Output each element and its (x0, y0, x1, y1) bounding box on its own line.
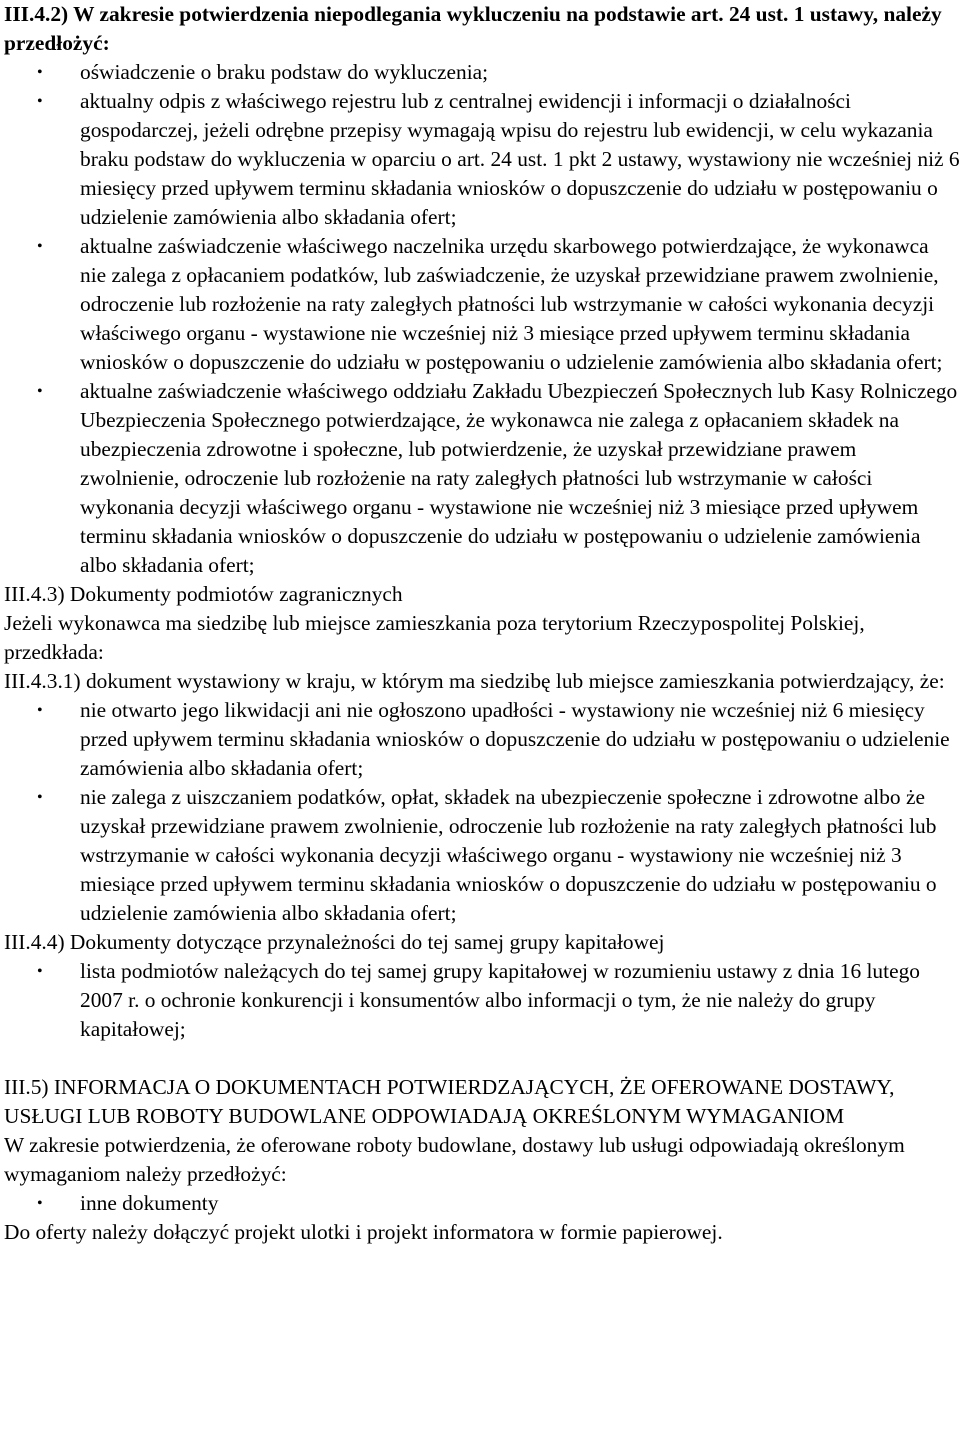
list-item: • lista podmiotów należących do tej samej grupy kapitałowej w rozumieniu ustawy z dnia 16 lutego 2007 r. o ochronie konkurencji i konsumentów albo informacji o tym, że nie należy do grupy kapitałowej; (37, 959, 920, 1041)
list-iii-4-2 (4, 58, 960, 580)
section-heading-iii-5: III.5) INFORMACJA O DOKUMENTACH POTWIERDZAJĄCYCH, ŻE OFEROWANE DOSTAWY, USŁUGI LUB ROBOTY BUDOWLANE ODPOWIADAJĄ OKREŚLONYM WYMAGANIOM (4, 1075, 895, 1128)
bullet-icon: • (37, 963, 43, 980)
list-item: • aktualne zaświadczenie właściwego naczelnika urzędu skarbowego potwierdzające, że wykonawca nie zalega z opłacaniem podatków, lub zaświadczenie, że uzyskał przewidziane prawem zwolnienie, odroczenie lub rozłożenie na raty zaległych płatności lub wstrzymanie w całości wykonania decyzji właściwego organu - wystawione nie wcześniej niż 3 miesiące przed upływem terminu składania wniosków o dopuszczenie do udziału w postępowaniu o udzielenie zamówienia albo składania ofert; (37, 234, 943, 374)
list-iii-4-4 (4, 957, 960, 1044)
paragraph-intro-iii-5: W zakresie potwierdzenia, że oferowane roboty budowlane, dostawy lub usługi odpowiadają określonym wymaganiom należy przedłożyć: (4, 1133, 905, 1186)
bullet-icon: • (37, 64, 43, 81)
list-iii-4-3-1 (4, 696, 960, 928)
section-heading-iii-4-3: III.4.3) Dokumenty podmiotów zagranicznych (4, 582, 403, 606)
bullet-icon: • (37, 93, 43, 110)
list-item: • inne dokumenty (4, 1189, 960, 1218)
bullet-icon: • (37, 702, 43, 719)
list-item: • aktualny odpis z właściwego rejestru lub z centralnej ewidencji i informacji o działalności gospodarczej, jeżeli odrębne przepisy wymagają wpisu do rejestru lub ewidencji, w celu wykazania braku podstaw do wykluczenia w oparciu o art. 24 ust. 1 pkt 2 ustawy, wystawiony nie wcześniej niż 6 miesięcy przed upływem terminu składania wniosków o dopuszczenie do udziału w postępowaniu o udzielenie zamówienia albo składania ofert; (37, 89, 960, 229)
closing-note: Do oferty należy dołączyć projekt ulotki i projekt informatora w formie papierowej. (4, 1220, 723, 1244)
list-item: • aktualne zaświadczenie właściwego oddziału Zakładu Ubezpieczeń Społecznych lub Kasy Rolniczego Ubezpieczenia Społecznego potwierdzające, że wykonawca nie zalega z opłacaniem składek na ubezpieczenia zdrowotne i społeczne, lub potwierdzenie, że uzyskał przewidziane prawem zwolnienie, odroczenie lub rozłożenie na raty zaległych płatności lub wstrzymanie w całości wykonania decyzji właściwego organu - wystawione nie wcześniej niż 3 miesiące przed upływem terminu składania wniosków o dopuszczenie do udziału w postępowaniu o udzielenie zamówienia albo składania ofert; (37, 379, 958, 577)
paragraph-intro-iii-4-3: Jeżeli wykonawca ma siedzibę lub miejsce zamieszkania poza terytorium Rzeczypospolitej Polskiej, przedkłada: (4, 611, 865, 664)
section-heading-iii-4-4: III.4.4) Dokumenty dotyczące przynależności do tej samej grupy kapitałowej (4, 930, 665, 954)
sub-heading-iii-4-3-1: III.4.3.1) dokument wystawiony w kraju, w którym ma siedzibę lub miejsce zamieszkania potwierdzający, że: (4, 669, 945, 693)
bullet-icon: • (37, 383, 43, 400)
section-heading-iii-4-2: III.4.2) W zakresie potwierdzenia niepodlegania wykluczeniu na podstawie art. 24 ust. 1 ustawy, należy przedłożyć: (4, 2, 942, 55)
bullet-icon: • (37, 789, 43, 806)
list-item: • nie zalega z uiszczaniem podatków, opłat, składek na ubezpieczenie społeczne i zdrowotne albo że uzyskał przewidziane prawem zwolnienie, odroczenie lub rozłożenie na raty zaległych płatności lub wstrzymanie w całości wykonania decyzji właściwego organu - wystawiony nie wcześniej niż 3 miesiące przed upływem terminu składania wniosków o dopuszczenie do udziału w postępowaniu o udzielenie zamówienia albo składania ofert; (37, 785, 937, 925)
list-item: • nie otwarto jego likwidacji ani nie ogłoszono upadłości - wystawiony nie wcześniej niż 6 miesięcy przed upływem terminu składania wniosków o dopuszczenie do udziału w postępowaniu o udzielenie zamówienia albo składania ofert; (37, 698, 950, 780)
bullet-icon: • (37, 238, 43, 255)
spacer (4, 1044, 960, 1073)
bullet-icon: • (37, 1195, 43, 1212)
list-item: • oświadczenie o braku podstaw do wykluczenia; (4, 58, 960, 87)
list-iii-5 (4, 1189, 960, 1218)
